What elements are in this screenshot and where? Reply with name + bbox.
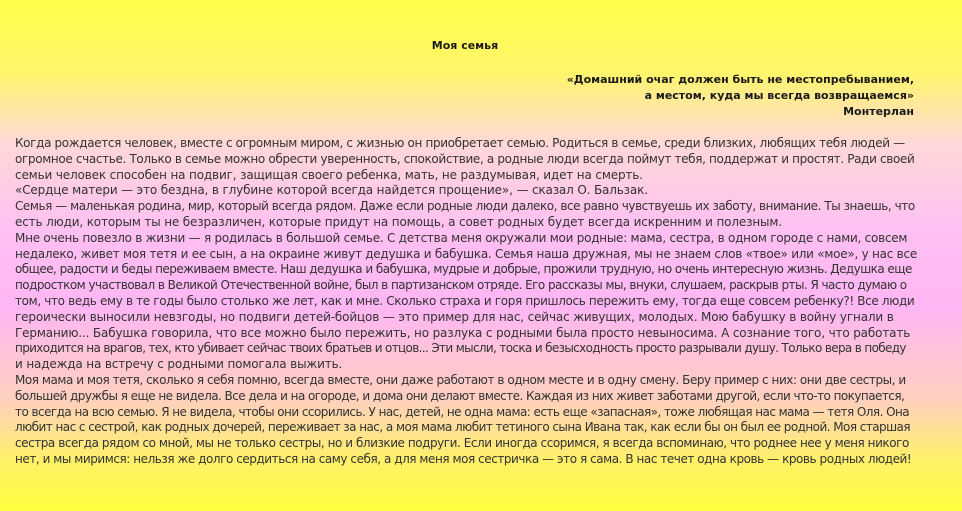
text-line: недалеко, живет моя тетя и ее сын, а на окраине живут дедушка и бабушка. Семья наша дружная, мы не знаем слов «твое» или «мое», у нас все [15,246,917,261]
text-line: том, что ведь ему в те годы было столько же лет, как и мне. Сколько страха и горя пришлось пережить ему, тогда еще совсем ребенку?! Все люди [15,293,915,308]
text-line: Германию... Бабушка говорила, что все можно было пережить, но разлука с родными была просто невыносима. А сознание того, что работать [15,325,911,340]
page-title: Моя семья [431,39,499,52]
epigraph [567,72,914,120]
text-line: большей дружбы я еще не видела. Все дела и на огороде, и дома они делают вместе. Каждая из них живет заботами другой, если что-то покупается, [15,388,905,403]
text-line: общее, радости и беды переживаем вместе. Наш дедушка и бабушка, мудрые и добрые, прожили трудную, но очень интересную жизнь. Дедушка еще [15,262,912,277]
essay-body [15,136,917,468]
text-line: героически выносили невзгоды, но подвиги детей-бойцов — это пример для нас, сейчас живущих, молодых. Мою бабушку в войну угнали в [15,309,894,324]
epigraph-author: Монтерлан [843,105,914,118]
text-line: Когда рождается человек, вместе с огромным миром, с жизнью он приобретает семью. Родиться в семье, среди близких, любящих тебя людей — [15,136,905,150]
text-line: нет, и мы миримся: нельзя же долго сердиться на саму себя, а для меня моя сестричка — это я сама. В нас течет одна кровь — кровь родных людей! [15,451,912,466]
text-line: семьи человек способен на подвиг, защищая своего ребенка, мать, не раздумывая, идет на смерть. [15,167,643,182]
text-line: Мне очень повезло в жизни — я родилась в большой семье. С детства меня окружали мои родные: мама, сестра, в одном городе с нами, совсем [15,230,908,245]
text-line: Моя мама и моя тетя, сколько я себя помню, всегда вместе, они даже работают в одном месте и в одну смену. Беру пример с них: они две сестры, и [15,372,906,387]
text-line: подростком участвовал в Великой Отечественной войне, был в партизанском отряде. Его рассказы мы, внуки, слушаем, раскрыв рты. Я часто думаю о [15,278,907,293]
text-line: огромное счастье. Только в семье можно обрести уверенность, спокойствие, а родные люди всегда поймут тебя, поддержат и простят. Ради своей [15,151,915,166]
text-line: «Сердце матери — это бездна, в глубине которой всегда найдется прощение», — сказал О. Бальзак. [15,183,648,198]
text-line: любит нас с сестрой, как родных дочерей, переживает за нас, а моя мама любит тетиного сына Ивана так, как если бы он был ее родной. Моя старшая [15,420,911,435]
text-line: есть люди, которым ты не безразличен, которые придут на помощь, а совет родных будет всегда искренним и полезным. [15,214,782,229]
text-line: сестра всегда рядом со мной, мы не только сестры, но и близкие подруги. Если иногда ссоримся, я всегда вспоминаю, что роднее нее у меня никого [15,436,909,451]
text-line: приходится на врагов, тех, кто убивает сейчас твоих братьев и отцов... Эти мысли, тоска и безысходность просто разрывали душу. Только вера в победу [15,341,906,356]
text-line: и надежда на встречу с родными помогала выжить. [15,357,343,372]
text-line: Семья — маленькая родина, мир, который всегда рядом. Даже если родные люди далеко, все равно чувствуешь их заботу, внимание. Ты знаешь, что [15,199,915,214]
epigraph-line: а местом, куда мы всегда возвращаемся» [644,89,914,102]
text-line: то всегда на всю семью. Я не видела, чтобы они ссорились. У нас, детей, не одна мама: есть еще «запасная», тоже любящая нас мама — тетя Оля. Она [15,404,910,419]
epigraph-line: «Домашний очаг должен быть не местопребыванием, [566,73,914,86]
